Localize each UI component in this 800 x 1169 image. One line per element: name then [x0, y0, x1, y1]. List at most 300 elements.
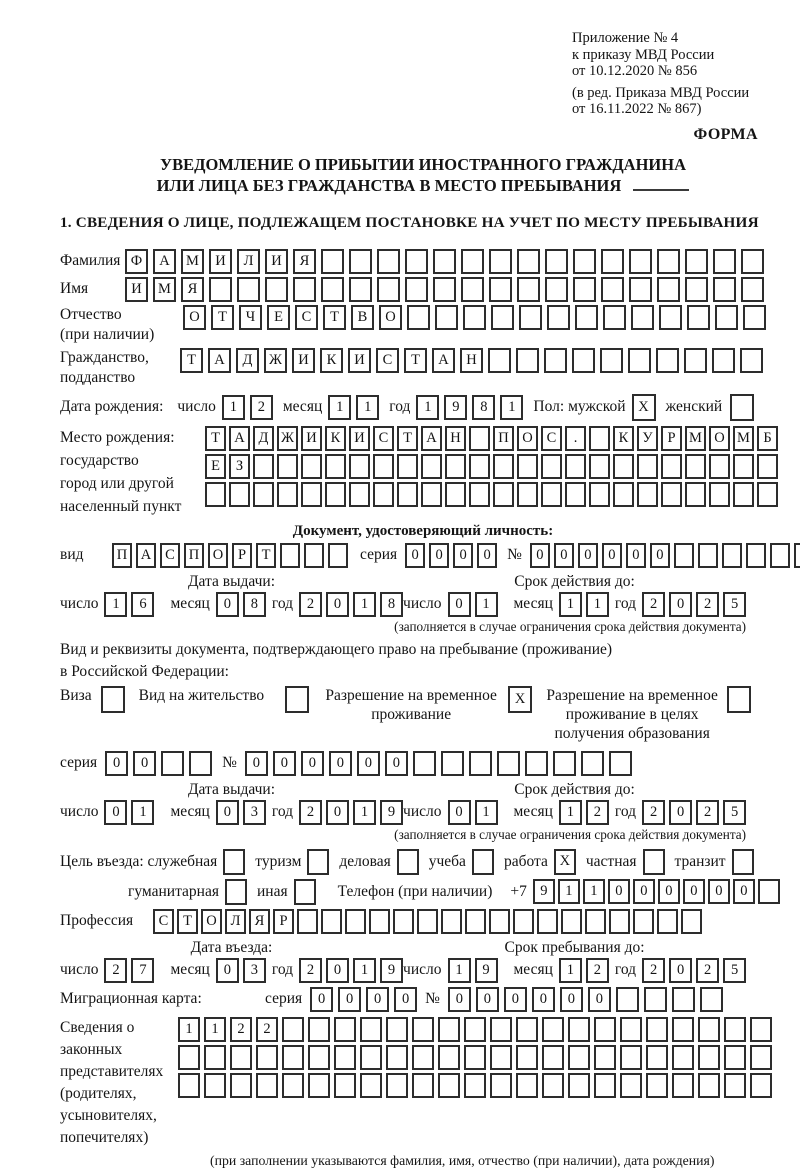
char-cell[interactable] [280, 543, 300, 568]
char-cell[interactable] [282, 1017, 304, 1042]
purpose-work-checkbox-cell[interactable]: X [554, 849, 576, 875]
char-cell[interactable]: 1 [475, 800, 498, 825]
char-cell[interactable]: 1 [558, 879, 580, 904]
char-cell[interactable] [620, 1045, 642, 1070]
char-cell[interactable] [490, 1073, 512, 1098]
char-cell[interactable]: 3 [243, 958, 266, 983]
char-cell[interactable] [724, 1073, 746, 1098]
char-cell[interactable] [698, 543, 718, 568]
char-cell[interactable] [713, 277, 736, 302]
char-cell[interactable] [646, 1017, 668, 1042]
char-cell[interactable] [672, 987, 695, 1012]
sex-male-checkbox-cell[interactable]: X [632, 394, 656, 421]
char-cell[interactable]: К [325, 426, 346, 451]
char-cell[interactable]: 2 [642, 958, 665, 983]
char-cell[interactable]: И [209, 249, 232, 274]
char-cell[interactable] [464, 1073, 486, 1098]
char-cell[interactable]: К [320, 348, 343, 373]
char-cell[interactable]: 2 [642, 800, 665, 825]
char-cell[interactable]: Т [397, 426, 418, 451]
char-cell[interactable] [685, 482, 706, 507]
char-cell[interactable] [282, 1073, 304, 1098]
char-cell[interactable]: 1 [586, 592, 609, 617]
char-cell[interactable]: А [153, 249, 176, 274]
char-cell[interactable] [517, 482, 538, 507]
char-cell[interactable] [516, 1073, 538, 1098]
char-cell[interactable]: З [229, 454, 250, 479]
char-cell[interactable] [568, 1017, 590, 1042]
char-cell[interactable] [493, 454, 514, 479]
char-cell[interactable]: 1 [559, 592, 582, 617]
char-cell[interactable]: И [348, 348, 371, 373]
char-cell[interactable] [465, 909, 486, 934]
char-cell[interactable]: 0 [588, 987, 611, 1012]
char-cell[interactable]: 1 [328, 395, 351, 420]
char-cell[interactable] [594, 1045, 616, 1070]
char-cell[interactable]: 0 [429, 543, 449, 568]
char-cell[interactable] [293, 277, 316, 302]
char-cell[interactable] [547, 305, 570, 330]
char-cell[interactable]: Т [404, 348, 427, 373]
char-cell[interactable] [620, 1017, 642, 1042]
char-cell[interactable] [413, 751, 436, 776]
char-cell[interactable] [461, 277, 484, 302]
char-cell[interactable] [545, 277, 568, 302]
char-cell[interactable] [345, 909, 366, 934]
char-cell[interactable]: И [301, 426, 322, 451]
char-cell[interactable] [684, 348, 707, 373]
char-cell[interactable] [542, 1045, 564, 1070]
char-cell[interactable] [386, 1073, 408, 1098]
char-cell[interactable]: 0 [530, 543, 550, 568]
char-cell[interactable]: 1 [500, 395, 523, 420]
char-cell[interactable] [277, 482, 298, 507]
char-cell[interactable]: П [112, 543, 132, 568]
char-cell[interactable]: К [613, 426, 634, 451]
char-cell[interactable] [405, 249, 428, 274]
char-cell[interactable] [204, 1045, 226, 1070]
char-cell[interactable] [724, 1045, 746, 1070]
char-cell[interactable]: 0 [476, 987, 499, 1012]
char-cell[interactable]: 0 [448, 592, 471, 617]
char-cell[interactable] [541, 454, 562, 479]
char-cell[interactable] [308, 1073, 330, 1098]
char-cell[interactable]: 2 [586, 958, 609, 983]
char-cell[interactable] [672, 1017, 694, 1042]
char-cell[interactable] [609, 909, 630, 934]
char-cell[interactable] [441, 751, 464, 776]
char-cell[interactable]: А [229, 426, 250, 451]
char-cell[interactable] [594, 1073, 616, 1098]
char-cell[interactable] [561, 909, 582, 934]
char-cell[interactable] [542, 1017, 564, 1042]
char-cell[interactable] [360, 1045, 382, 1070]
char-cell[interactable]: 9 [380, 800, 403, 825]
char-cell[interactable]: 0 [310, 987, 333, 1012]
char-cell[interactable] [685, 249, 708, 274]
residence-permit-checkbox-cell[interactable] [285, 686, 309, 713]
char-cell[interactable] [513, 909, 534, 934]
purpose-humanitarian-checkbox-cell[interactable] [225, 879, 247, 905]
char-cell[interactable] [646, 1073, 668, 1098]
char-cell[interactable] [334, 1045, 356, 1070]
char-cell[interactable] [189, 751, 212, 776]
char-cell[interactable]: М [733, 426, 754, 451]
char-cell[interactable]: 0 [448, 987, 471, 1012]
char-cell[interactable] [517, 249, 540, 274]
purpose-official-checkbox-cell[interactable] [223, 849, 245, 875]
char-cell[interactable] [770, 543, 790, 568]
char-cell[interactable]: М [685, 426, 706, 451]
char-cell[interactable] [709, 482, 730, 507]
char-cell[interactable]: Т [211, 305, 234, 330]
char-cell[interactable]: Д [236, 348, 259, 373]
char-cell[interactable] [746, 543, 766, 568]
char-cell[interactable]: 0 [560, 987, 583, 1012]
char-cell[interactable]: 2 [104, 958, 127, 983]
char-cell[interactable] [646, 1045, 668, 1070]
char-cell[interactable]: Е [205, 454, 226, 479]
char-cell[interactable]: 2 [586, 800, 609, 825]
char-cell[interactable] [637, 454, 658, 479]
char-cell[interactable] [637, 482, 658, 507]
char-cell[interactable] [490, 1045, 512, 1070]
char-cell[interactable] [629, 277, 652, 302]
char-cell[interactable] [600, 348, 623, 373]
char-cell[interactable]: 8 [472, 395, 495, 420]
char-cell[interactable]: М [181, 249, 204, 274]
char-cell[interactable] [517, 454, 538, 479]
char-cell[interactable]: А [208, 348, 231, 373]
char-cell[interactable] [178, 1045, 200, 1070]
char-cell[interactable] [613, 482, 634, 507]
char-cell[interactable]: И [349, 426, 370, 451]
char-cell[interactable] [469, 454, 490, 479]
char-cell[interactable] [685, 277, 708, 302]
char-cell[interactable] [405, 277, 428, 302]
char-cell[interactable]: 0 [326, 592, 349, 617]
char-cell[interactable]: О [517, 426, 538, 451]
visa-checkbox-cell[interactable] [101, 686, 125, 713]
char-cell[interactable] [377, 249, 400, 274]
char-cell[interactable] [397, 454, 418, 479]
char-cell[interactable] [464, 1045, 486, 1070]
char-cell[interactable] [657, 277, 680, 302]
char-cell[interactable] [397, 482, 418, 507]
char-cell[interactable]: Ж [277, 426, 298, 451]
char-cell[interactable] [601, 249, 624, 274]
char-cell[interactable] [325, 454, 346, 479]
char-cell[interactable]: 0 [504, 987, 527, 1012]
char-cell[interactable]: О [201, 909, 222, 934]
char-cell[interactable] [161, 751, 184, 776]
char-cell[interactable] [412, 1017, 434, 1042]
char-cell[interactable]: Р [661, 426, 682, 451]
char-cell[interactable]: Я [181, 277, 204, 302]
char-cell[interactable] [733, 454, 754, 479]
char-cell[interactable]: И [292, 348, 315, 373]
char-cell[interactable] [334, 1017, 356, 1042]
char-cell[interactable]: 0 [394, 987, 417, 1012]
char-cell[interactable] [491, 305, 514, 330]
char-cell[interactable] [601, 277, 624, 302]
char-cell[interactable]: 0 [669, 958, 692, 983]
char-cell[interactable] [565, 482, 586, 507]
char-cell[interactable] [661, 454, 682, 479]
char-cell[interactable] [698, 1017, 720, 1042]
char-cell[interactable] [308, 1017, 330, 1042]
char-cell[interactable] [488, 348, 511, 373]
char-cell[interactable] [417, 909, 438, 934]
char-cell[interactable] [489, 249, 512, 274]
char-cell[interactable] [349, 249, 372, 274]
char-cell[interactable]: А [421, 426, 442, 451]
char-cell[interactable]: 0 [633, 879, 655, 904]
char-cell[interactable] [672, 1073, 694, 1098]
char-cell[interactable] [553, 751, 576, 776]
char-cell[interactable] [609, 751, 632, 776]
char-cell[interactable]: Т [323, 305, 346, 330]
sex-female-checkbox-cell[interactable] [730, 394, 754, 421]
char-cell[interactable] [573, 277, 596, 302]
char-cell[interactable] [750, 1017, 772, 1042]
char-cell[interactable]: 9 [533, 879, 555, 904]
char-cell[interactable]: 1 [178, 1017, 200, 1042]
char-cell[interactable] [407, 305, 430, 330]
char-cell[interactable] [237, 277, 260, 302]
char-cell[interactable] [657, 909, 678, 934]
char-cell[interactable]: 0 [338, 987, 361, 1012]
purpose-transit-checkbox-cell[interactable] [732, 849, 754, 875]
char-cell[interactable] [568, 1073, 590, 1098]
purpose-study-checkbox-cell[interactable] [472, 849, 494, 875]
char-cell[interactable] [585, 909, 606, 934]
char-cell[interactable] [412, 1045, 434, 1070]
purpose-business-checkbox-cell[interactable] [397, 849, 419, 875]
char-cell[interactable]: 2 [256, 1017, 278, 1042]
char-cell[interactable] [445, 454, 466, 479]
char-cell[interactable] [620, 1073, 642, 1098]
char-cell[interactable] [438, 1017, 460, 1042]
char-cell[interactable] [750, 1045, 772, 1070]
char-cell[interactable] [230, 1045, 252, 1070]
char-cell[interactable]: 5 [723, 800, 746, 825]
char-cell[interactable] [681, 909, 702, 934]
char-cell[interactable]: 2 [696, 592, 719, 617]
char-cell[interactable] [656, 348, 679, 373]
char-cell[interactable] [724, 1017, 746, 1042]
char-cell[interactable] [631, 305, 654, 330]
char-cell[interactable]: 0 [273, 751, 296, 776]
char-cell[interactable] [373, 454, 394, 479]
char-cell[interactable] [230, 1073, 252, 1098]
char-cell[interactable]: 0 [366, 987, 389, 1012]
char-cell[interactable]: Л [237, 249, 260, 274]
char-cell[interactable]: О [709, 426, 730, 451]
char-cell[interactable]: Д [253, 426, 274, 451]
char-cell[interactable]: Я [293, 249, 316, 274]
char-cell[interactable] [712, 348, 735, 373]
temp-residence-permit-checkbox-cell[interactable]: X [508, 686, 532, 713]
char-cell[interactable]: 5 [723, 958, 746, 983]
char-cell[interactable] [525, 751, 548, 776]
char-cell[interactable]: П [184, 543, 204, 568]
char-cell[interactable] [438, 1073, 460, 1098]
char-cell[interactable]: И [265, 249, 288, 274]
char-cell[interactable] [349, 277, 372, 302]
char-cell[interactable] [412, 1073, 434, 1098]
char-cell[interactable] [386, 1045, 408, 1070]
char-cell[interactable]: 1 [104, 592, 127, 617]
char-cell[interactable] [253, 454, 274, 479]
char-cell[interactable] [490, 1017, 512, 1042]
char-cell[interactable] [469, 426, 490, 451]
char-cell[interactable] [469, 482, 490, 507]
char-cell[interactable] [565, 454, 586, 479]
char-cell[interactable]: 2 [642, 592, 665, 617]
char-cell[interactable]: 0 [532, 987, 555, 1012]
purpose-private-checkbox-cell[interactable] [643, 849, 665, 875]
char-cell[interactable] [629, 249, 652, 274]
char-cell[interactable] [519, 305, 542, 330]
char-cell[interactable]: А [136, 543, 156, 568]
char-cell[interactable]: 0 [733, 879, 755, 904]
char-cell[interactable]: Ф [125, 249, 148, 274]
char-cell[interactable]: Т [256, 543, 276, 568]
char-cell[interactable] [253, 482, 274, 507]
char-cell[interactable] [489, 909, 510, 934]
char-cell[interactable]: 1 [356, 395, 379, 420]
char-cell[interactable]: 0 [477, 543, 497, 568]
char-cell[interactable] [589, 454, 610, 479]
char-cell[interactable] [541, 482, 562, 507]
char-cell[interactable] [616, 987, 639, 1012]
char-cell[interactable]: Р [273, 909, 294, 934]
char-cell[interactable] [516, 348, 539, 373]
char-cell[interactable] [497, 751, 520, 776]
char-cell[interactable]: Т [205, 426, 226, 451]
char-cell[interactable] [464, 1017, 486, 1042]
char-cell[interactable] [516, 1017, 538, 1042]
char-cell[interactable]: 6 [131, 592, 154, 617]
char-cell[interactable]: Н [445, 426, 466, 451]
char-cell[interactable]: 2 [299, 958, 322, 983]
char-cell[interactable]: Т [177, 909, 198, 934]
char-cell[interactable]: 0 [385, 751, 408, 776]
char-cell[interactable] [463, 305, 486, 330]
char-cell[interactable]: 0 [216, 958, 239, 983]
char-cell[interactable] [349, 454, 370, 479]
char-cell[interactable] [393, 909, 414, 934]
char-cell[interactable]: 0 [105, 751, 128, 776]
char-cell[interactable]: 9 [380, 958, 403, 983]
char-cell[interactable] [301, 454, 322, 479]
char-cell[interactable] [568, 1045, 590, 1070]
char-cell[interactable]: 0 [650, 543, 670, 568]
char-cell[interactable] [321, 909, 342, 934]
char-cell[interactable] [722, 543, 742, 568]
char-cell[interactable] [698, 1073, 720, 1098]
char-cell[interactable]: 8 [243, 592, 266, 617]
char-cell[interactable]: 2 [696, 800, 719, 825]
char-cell[interactable]: 2 [696, 958, 719, 983]
char-cell[interactable] [441, 909, 462, 934]
char-cell[interactable] [740, 348, 763, 373]
char-cell[interactable]: О [208, 543, 228, 568]
char-cell[interactable] [657, 249, 680, 274]
char-cell[interactable] [687, 305, 710, 330]
char-cell[interactable]: 1 [353, 958, 376, 983]
char-cell[interactable] [256, 1073, 278, 1098]
char-cell[interactable] [644, 987, 667, 1012]
char-cell[interactable]: 1 [416, 395, 439, 420]
char-cell[interactable] [757, 454, 778, 479]
char-cell[interactable]: 9 [444, 395, 467, 420]
char-cell[interactable] [661, 482, 682, 507]
char-cell[interactable]: Ч [239, 305, 262, 330]
char-cell[interactable]: 1 [559, 800, 582, 825]
char-cell[interactable]: 1 [448, 958, 471, 983]
char-cell[interactable]: С [373, 426, 394, 451]
char-cell[interactable]: 0 [453, 543, 473, 568]
char-cell[interactable] [589, 426, 610, 451]
char-cell[interactable] [685, 454, 706, 479]
char-cell[interactable]: 0 [326, 958, 349, 983]
char-cell[interactable] [672, 1045, 694, 1070]
char-cell[interactable] [589, 482, 610, 507]
char-cell[interactable]: 0 [216, 592, 239, 617]
char-cell[interactable]: С [541, 426, 562, 451]
char-cell[interactable]: 0 [245, 751, 268, 776]
char-cell[interactable] [386, 1017, 408, 1042]
char-cell[interactable]: 0 [104, 800, 127, 825]
char-cell[interactable] [369, 909, 390, 934]
char-cell[interactable]: 0 [602, 543, 622, 568]
char-cell[interactable]: С [295, 305, 318, 330]
char-cell[interactable] [544, 348, 567, 373]
char-cell[interactable] [516, 1045, 538, 1070]
char-cell[interactable]: 2 [230, 1017, 252, 1042]
char-cell[interactable]: 0 [554, 543, 574, 568]
char-cell[interactable]: 1 [131, 800, 154, 825]
char-cell[interactable] [628, 348, 651, 373]
char-cell[interactable] [304, 543, 324, 568]
char-cell[interactable] [297, 909, 318, 934]
char-cell[interactable]: И [125, 277, 148, 302]
char-cell[interactable] [573, 249, 596, 274]
char-cell[interactable] [633, 909, 654, 934]
char-cell[interactable]: Р [232, 543, 252, 568]
char-cell[interactable] [741, 277, 764, 302]
char-cell[interactable]: 0 [133, 751, 156, 776]
edu-residence-permit-checkbox-cell[interactable] [727, 686, 751, 713]
char-cell[interactable] [373, 482, 394, 507]
char-cell[interactable] [758, 879, 780, 904]
char-cell[interactable] [489, 277, 512, 302]
char-cell[interactable] [493, 482, 514, 507]
char-cell[interactable] [613, 454, 634, 479]
char-cell[interactable] [674, 543, 694, 568]
char-cell[interactable]: 0 [301, 751, 324, 776]
char-cell[interactable]: Е [267, 305, 290, 330]
char-cell[interactable]: О [379, 305, 402, 330]
char-cell[interactable]: У [637, 426, 658, 451]
char-cell[interactable] [733, 482, 754, 507]
char-cell[interactable]: Ж [264, 348, 287, 373]
char-cell[interactable] [204, 1073, 226, 1098]
char-cell[interactable]: Я [249, 909, 270, 934]
char-cell[interactable] [178, 1073, 200, 1098]
